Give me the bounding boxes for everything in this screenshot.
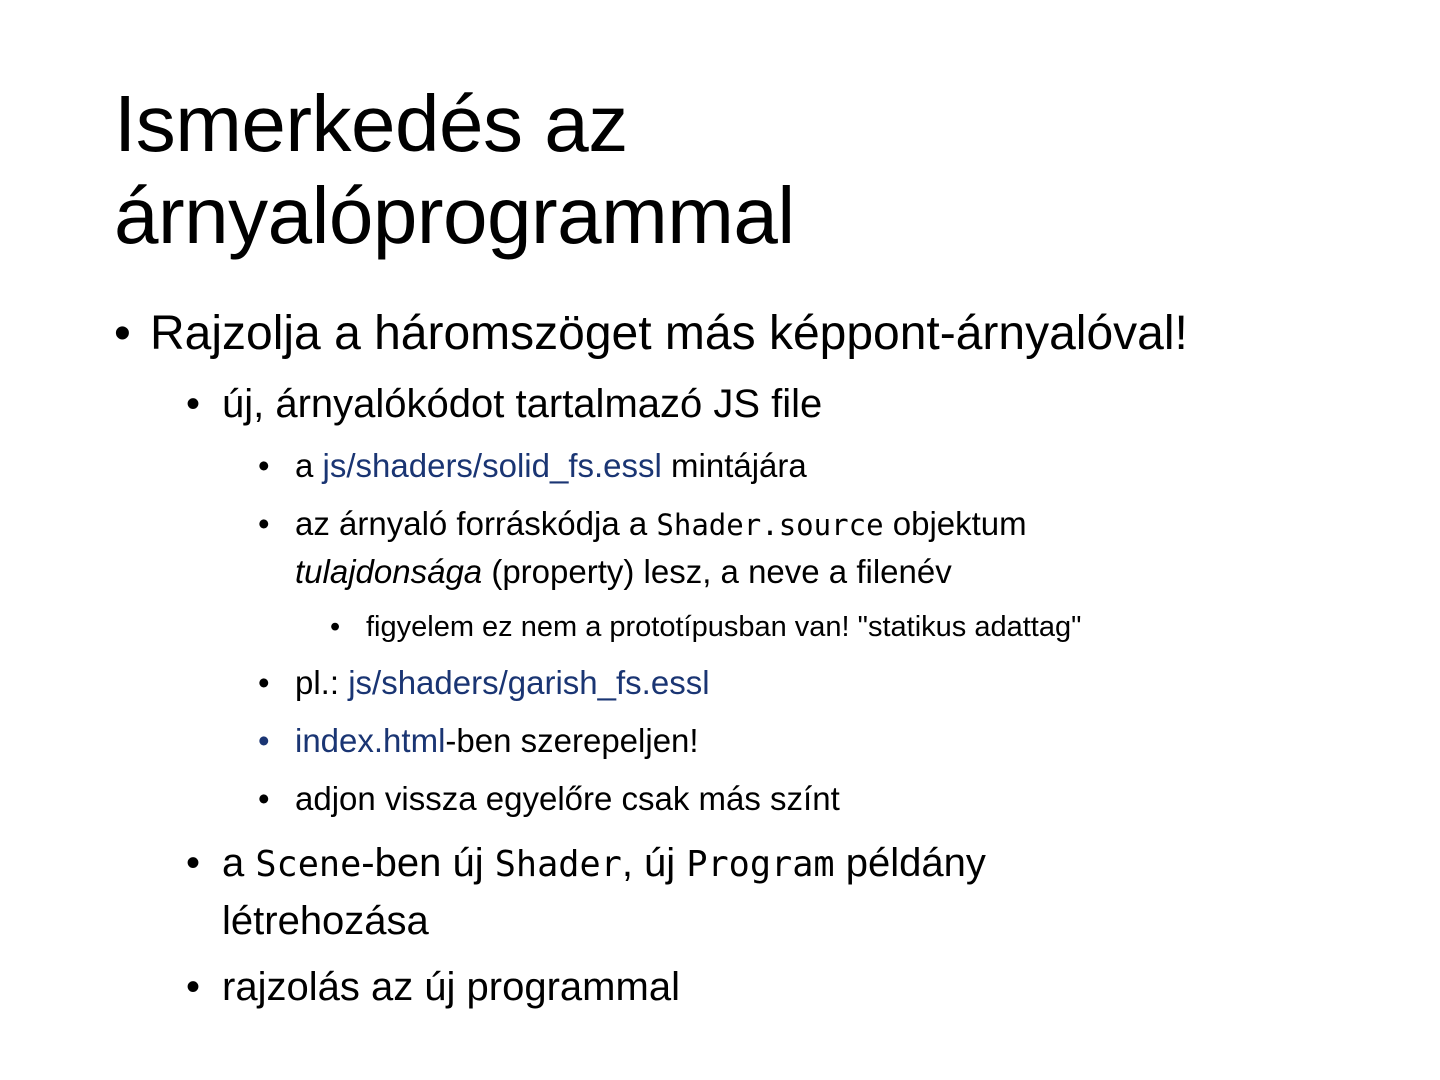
code-shader: Shader	[494, 844, 622, 885]
bullet-icon: •	[114, 307, 131, 360]
item-text: , új	[621, 841, 687, 885]
list-item-level3	[295, 717, 699, 765]
item-text: mintájára	[661, 447, 807, 484]
file-link-index-html[interactable]: index.html	[295, 722, 446, 759]
list-item-level4: figyelem ez nem a prototípusban van! "statikus adattag"	[366, 611, 1082, 643]
code-shader-source: Shader.source	[656, 508, 884, 542]
item-text: a	[295, 447, 323, 484]
bullet-icon: •	[186, 382, 201, 426]
bullet-icon: •	[258, 722, 270, 759]
list-item-level2	[222, 834, 986, 894]
item-text: -ben szerepeljen!	[445, 722, 699, 759]
list-item-level3: adjon vissza egyelőre csak más színt	[295, 780, 840, 817]
item-text: az árnyaló forráskódja a	[295, 505, 657, 542]
bullet-icon: •	[258, 780, 270, 817]
list-item-level3-continuation	[295, 548, 952, 596]
list-item-level2: rajzolás az új programmal	[222, 965, 680, 1009]
bullet-icon: •	[186, 965, 201, 1009]
list-item-level3	[295, 442, 807, 490]
list-item-level3	[295, 500, 1027, 549]
list-item-level3	[295, 659, 710, 707]
item-text: példány	[834, 841, 986, 885]
bullet-icon: •	[330, 611, 341, 643]
code-program: Program	[686, 844, 835, 885]
file-link-solid-fs[interactable]: js/shaders/solid_fs.essl	[322, 447, 662, 484]
slide-title: Ismerkedés az árnyalóprogrammal	[114, 79, 795, 260]
list-item-level2: új, árnyalókódot tartalmazó JS file	[222, 382, 823, 426]
bullet-icon: •	[258, 447, 270, 484]
code-scene: Scene	[255, 844, 362, 885]
item-text: pl.:	[295, 664, 349, 701]
item-text: a	[222, 841, 256, 885]
item-text: (property) lesz, a neve a filenév	[482, 553, 952, 590]
bullet-icon: •	[258, 505, 270, 542]
emphasis-text: tulajdonsága	[295, 553, 483, 590]
item-text: objektum	[883, 505, 1027, 542]
item-text: -ben új	[361, 841, 495, 885]
list-item-level1: Rajzolja a háromszöget más képpont-árnyalóval!	[150, 307, 1188, 360]
list-item-level2-continuation: létrehozása	[222, 899, 429, 943]
bullet-icon: •	[186, 841, 201, 885]
file-link-garish-fs[interactable]: js/shaders/garish_fs.essl	[348, 664, 710, 701]
bullet-icon: •	[258, 664, 270, 701]
